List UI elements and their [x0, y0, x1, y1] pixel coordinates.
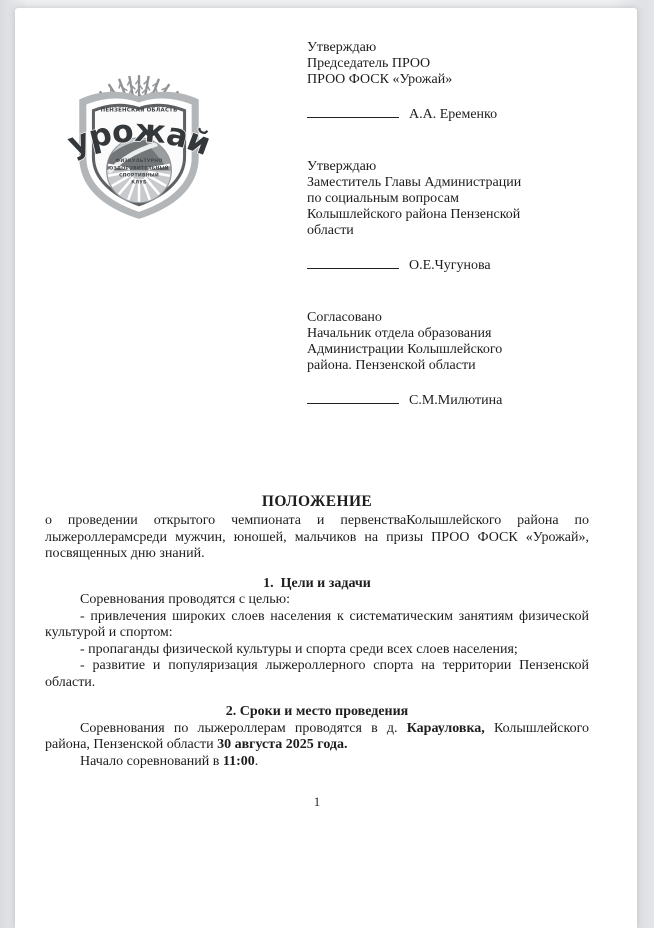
signature-line	[307, 257, 399, 269]
urozhai-club-emblem	[58, 70, 220, 220]
approval-line: района. Пензенской области	[307, 358, 476, 373]
approval-block	[307, 310, 589, 409]
section-body	[45, 592, 589, 691]
approval-line: области	[307, 223, 354, 238]
approval-line: ПРОО ФОСК «Урожай»	[307, 72, 453, 87]
approval-line: Колышлейского района Пензенской	[307, 207, 521, 222]
signature-row	[307, 106, 589, 123]
club-text-line: ОЗДОРОВИТЕЛЬНЫЙ	[109, 166, 169, 172]
page-content	[15, 8, 637, 810]
club-text-line: СПОРТИВНЫЙ	[119, 173, 159, 179]
approvals	[307, 40, 589, 409]
section-heading: 2. Сроки и место проведения	[225, 704, 409, 719]
signature-name: А.А. Еременко	[409, 107, 498, 122]
signature-name: С.М.Милютина	[409, 393, 503, 408]
section-body	[45, 721, 589, 771]
approval-line: Администрации Колышлейского	[307, 342, 503, 357]
document-section	[45, 576, 589, 692]
approval-lines	[307, 40, 589, 88]
page-number: 1	[313, 794, 321, 809]
approval-line: Утверждаю	[307, 40, 377, 55]
signature-row	[307, 392, 589, 409]
approval-line: Утверждаю	[307, 159, 377, 174]
emblem-title-text: урожай	[63, 112, 215, 163]
section-heading: 1. Цели и задачи	[263, 575, 371, 591]
signature-line	[307, 106, 399, 118]
approval-line: Согласовано	[307, 310, 382, 325]
sections	[45, 576, 589, 771]
body-paragraph: Соревнования по лыжероллерам проводятся в д. Карауловка, Колышлейского района, Пензенской области 30 августа 2025 года.	[45, 720, 589, 752]
body-paragraph: Начало соревнований в 11:00.	[80, 753, 259, 769]
emblem-svg	[58, 70, 220, 220]
region-banner-text: - ПЕНЗЕНСКАЯ ОБЛАСТЬ -	[96, 107, 182, 114]
club-text-line: КЛУБ	[131, 180, 147, 186]
approval-block	[307, 159, 589, 274]
document-header	[45, 40, 589, 409]
body-paragraph: - развитие и популяризация лыжероллерного спорта на территории Пензенской области.	[45, 658, 589, 690]
approval-lines	[307, 310, 589, 374]
signature-line	[307, 392, 399, 404]
approval-line: Начальник отдела образования	[307, 326, 492, 341]
body-paragraph: - привлечения широких слоев населения к систематическим занятиям физической культурой и спортом:	[45, 608, 589, 640]
signature-name: О.Е.Чугунова	[409, 258, 491, 273]
approval-line: Заместитель Главы Администрации	[307, 175, 522, 190]
signature-row	[307, 257, 589, 274]
document-page	[15, 8, 637, 928]
club-text-line: ФИЗКУЛЬТУРНО	[115, 159, 163, 165]
approval-lines	[307, 159, 589, 239]
approval-line: по социальным вопросам	[307, 191, 459, 206]
approval-line: Председатель ПРОО	[307, 56, 431, 71]
body-paragraph: Соревнования проводятся с целью:	[80, 592, 290, 607]
body-paragraph: - пропаганды физической культуры и спорта среди всех слоев населения;	[80, 641, 518, 657]
approval-block	[307, 40, 589, 123]
doc-title: ПОЛОЖЕНИЕ	[261, 493, 373, 510]
document-section	[45, 704, 589, 770]
intro-paragraph: о проведении открытого чемпионата и первенстваКолышлейского района по лыжероллерамсреди мужчин, юношей, мальчиков на призы ПРОО ФОСК «Урожай», посвященных дню знаний.	[45, 513, 589, 561]
